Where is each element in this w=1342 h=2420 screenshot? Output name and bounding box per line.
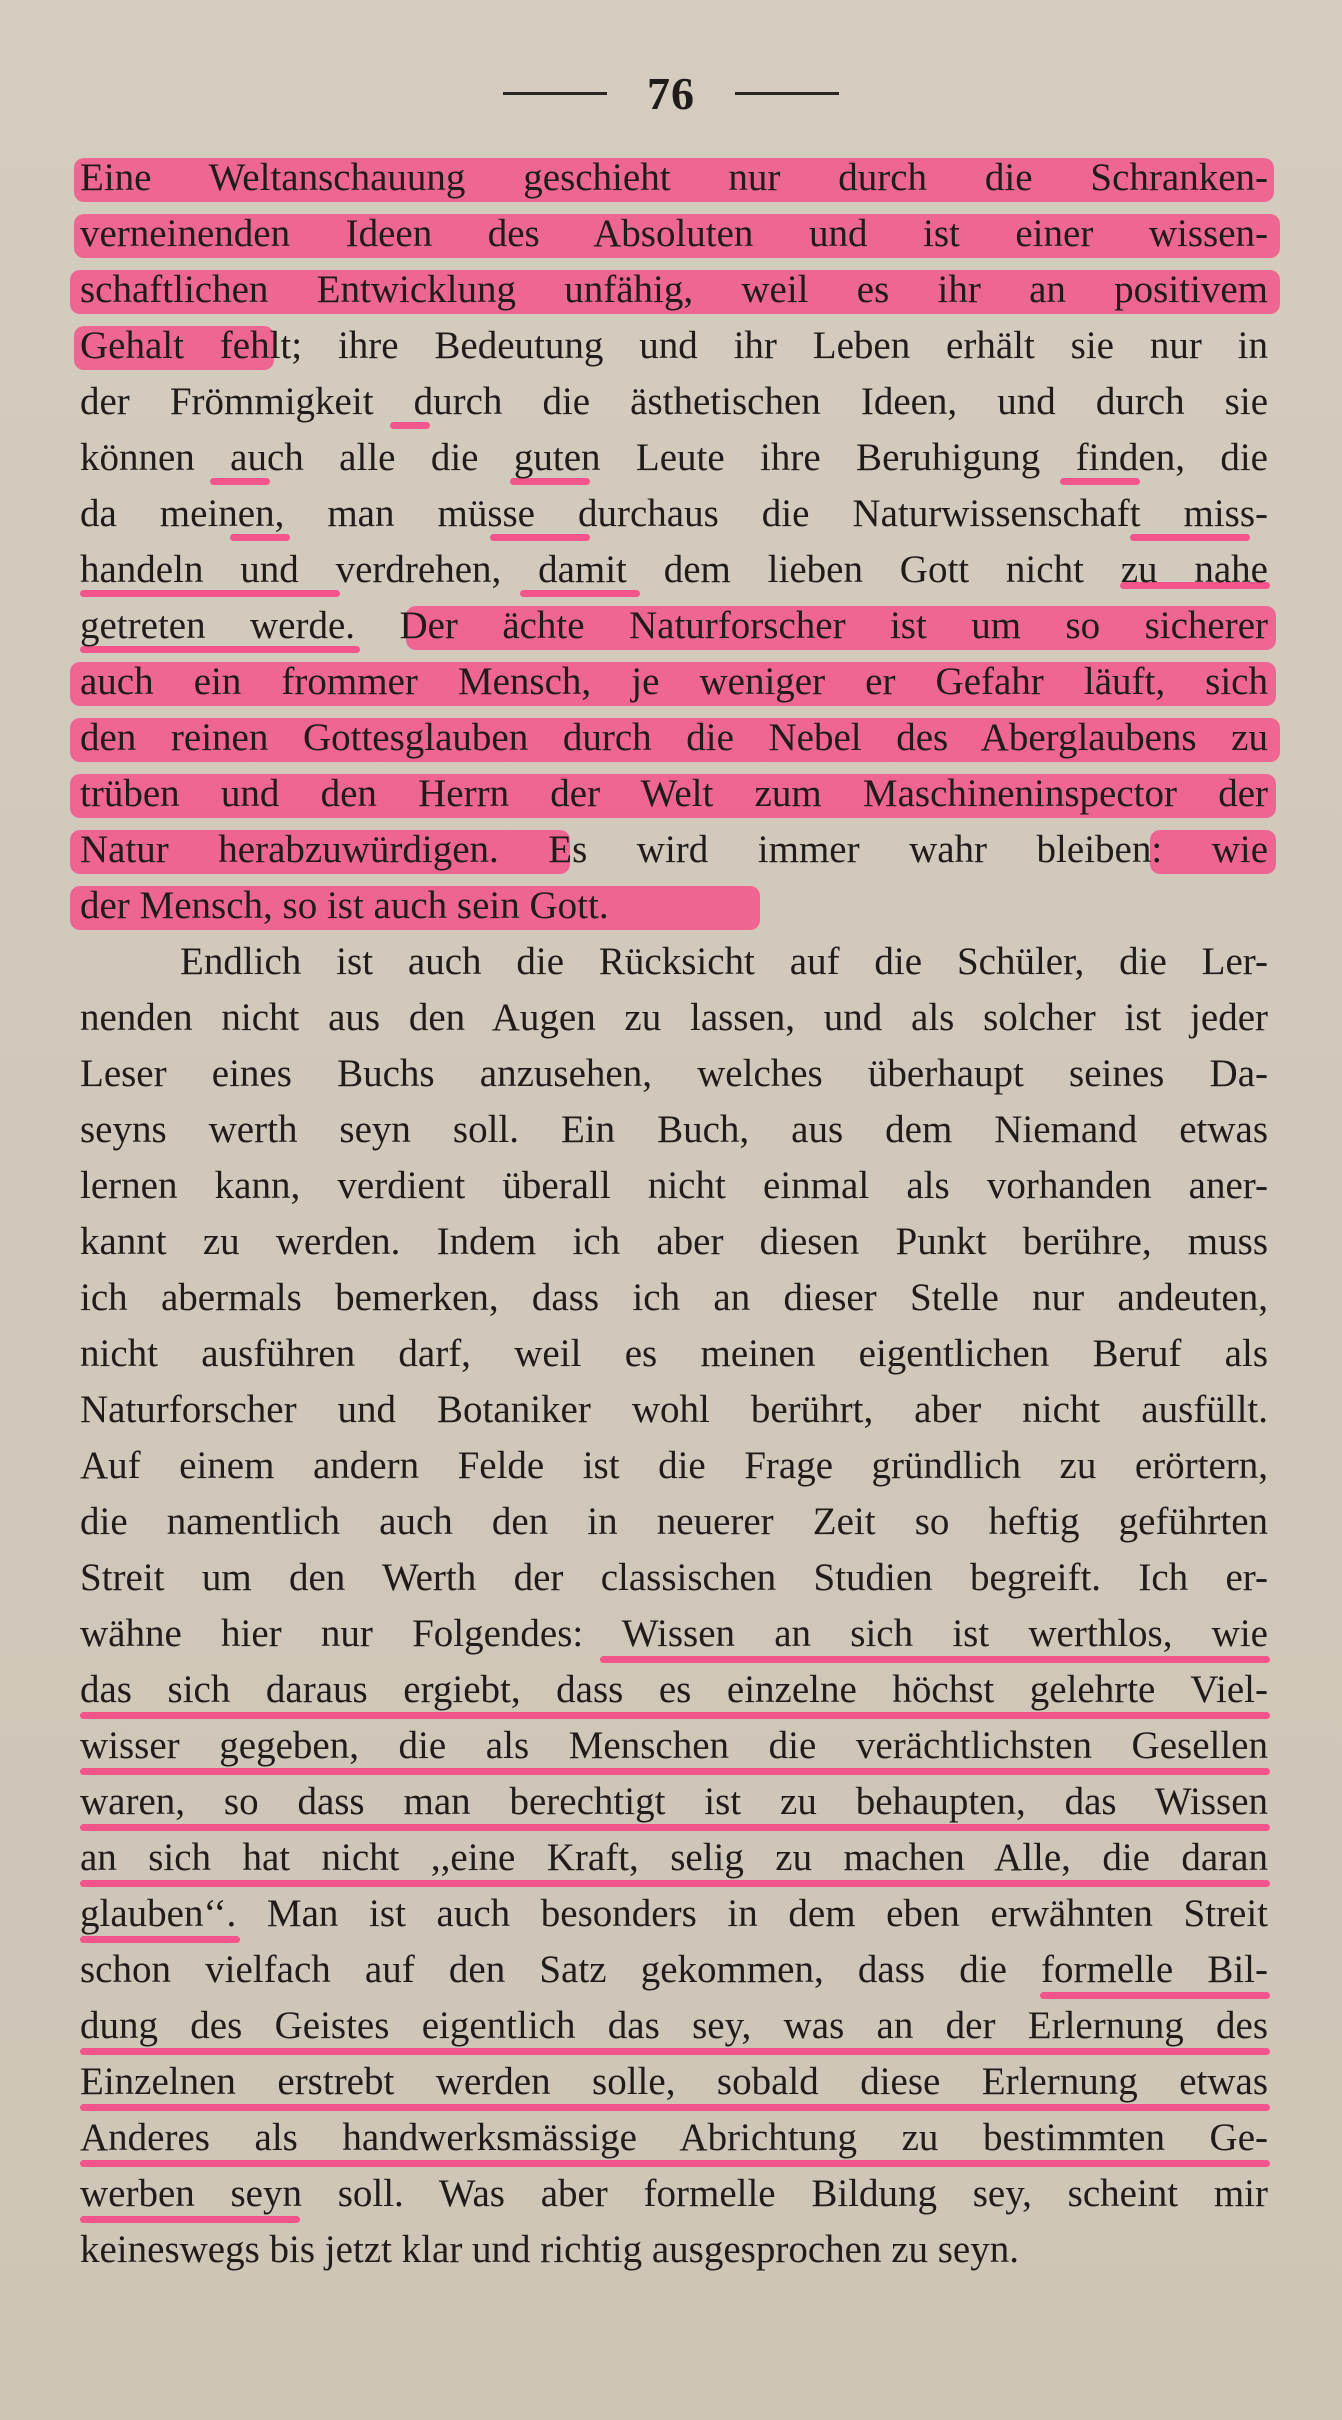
text-line: Einzelnen erstrebt werden solle, sobald diese Erlernung etwas (80, 2054, 1268, 2110)
text-line: schon vielfach auf den Satz gekommen, dass die formelle Bil- (80, 1942, 1268, 1998)
underline-mark (210, 478, 270, 485)
text-line: nicht ausführen darf, weil es meinen eigentlichen Beruf als (80, 1332, 1268, 1375)
underline-mark (80, 646, 360, 653)
text-line: Naturforscher und Botaniker wohl berührt, aber nicht ausfüllt. (80, 1388, 1268, 1431)
text-line: auch ein frommer Mensch, je weniger er Gefahr läuft, sich (80, 654, 1268, 710)
text-line: Eine Weltanschauung geschieht nur durch die Schranken- (80, 150, 1268, 206)
text-line: die namentlich auch den in neuerer Zeit so heftig geführten (80, 1500, 1268, 1543)
text-line: lernen kann, verdient überall nicht einmal als vorhanden aner- (80, 1164, 1268, 1207)
text-line: ich abermals bemerken, dass ich an dieser Stelle nur andeuten, (80, 1276, 1268, 1319)
underline-mark (490, 534, 590, 541)
page-header (0, 62, 1342, 120)
underline-mark (80, 1936, 240, 1943)
underline-mark (80, 1824, 1270, 1831)
underline-mark (80, 1712, 1270, 1719)
underline-mark (80, 2048, 1270, 2055)
text-line: schaftlichen Entwicklung unfähig, weil es ihr an positivem (80, 262, 1268, 318)
text-line: getreten werde. Der ächte Naturforscher ist um so sicherer (80, 598, 1268, 654)
text-line: Auf einem andern Felde ist die Frage gründlich zu erörtern, (80, 1444, 1268, 1487)
body-text (80, 150, 1268, 2278)
text-line: dung des Geistes eigentlich das sey, was an der Erlernung des (80, 1998, 1268, 2054)
text-line: verneinenden Ideen des Absoluten und ist einer wissen- (80, 206, 1268, 262)
underline-mark (1060, 478, 1140, 485)
text-line: handeln und verdrehen, damit dem lieben Gott nicht zu nahe (80, 542, 1268, 598)
header-rule-right (735, 92, 839, 95)
underline-mark (80, 2216, 300, 2223)
underline-mark (510, 478, 590, 485)
text-line: Gehalt fehlt; ihre Bedeutung und ihr Leben erhält sie nur in (80, 318, 1268, 374)
text-line: Natur herabzuwürdigen. Es wird immer wahr bleiben: wie (80, 822, 1268, 878)
text-line: das sich daraus ergiebt, dass es einzelne höchst gelehrte Viel- (80, 1662, 1268, 1718)
text-line: trüben und den Herrn der Welt zum Maschineninspector der (80, 766, 1268, 822)
underline-mark (390, 422, 430, 429)
text-line: an sich hat nicht ,,eine Kraft, selig zu machen Alle, die daran (80, 1830, 1268, 1886)
text-line: nenden nicht aus den Augen zu lassen, und als solcher ist jeder (80, 996, 1268, 1039)
underline-mark (80, 1880, 1270, 1887)
underline-mark (230, 534, 290, 541)
underline-mark (1040, 1992, 1270, 1999)
text-line: Endlich ist auch die Rücksicht auf die Schüler, die Ler- (180, 940, 1268, 983)
text-line: Leser eines Buchs anzusehen, welches überhaupt seines Da- (80, 1052, 1268, 1095)
text-line: glauben‘‘. Man ist auch besonders in dem eben erwähnten Streit (80, 1886, 1268, 1942)
text-line: da meinen, man müsse durchaus die Naturwissenschaft miss- (80, 486, 1268, 542)
text-line: Streit um den Werth der classischen Studien begreift. Ich er- (80, 1556, 1268, 1599)
text-line: können auch alle die guten Leute ihre Beruhigung finden, die (80, 430, 1268, 486)
page-number: 76 (647, 67, 695, 119)
text-line: seyns werth seyn soll. Ein Buch, aus dem Niemand etwas (80, 1108, 1268, 1151)
text-line: der Frömmigkeit durch die ästhetischen Ideen, und durch sie (80, 374, 1268, 430)
text-line: werben seyn soll. Was aber formelle Bildung sey, scheint mir (80, 2166, 1268, 2222)
underline-mark (80, 1768, 1270, 1775)
underline-mark (80, 2104, 1270, 2111)
text-line: waren, so dass man berechtigt ist zu behaupten, das Wissen (80, 1774, 1268, 1830)
underline-mark (1130, 534, 1250, 541)
text-line: wisser gegeben, die als Menschen die verächtlichsten Gesellen (80, 1718, 1268, 1774)
text-line: den reinen Gottesglauben durch die Nebel des Aberglaubens zu (80, 710, 1268, 766)
text-line: wähne hier nur Folgendes: Wissen an sich ist werthlos, wie (80, 1606, 1268, 1662)
text-line: keineswegs bis jetzt klar und richtig ausgesprochen zu seyn. (80, 2228, 1019, 2271)
underline-mark (520, 590, 640, 597)
text-line: Anderes als handwerksmässige Abrichtung zu bestimmten Ge- (80, 2110, 1268, 2166)
header-rule-left (503, 92, 607, 95)
text-line: kannt zu werden. Indem ich aber diesen Punkt berühre, muss (80, 1220, 1268, 1263)
underline-mark (80, 2160, 1270, 2167)
underline-mark (600, 1656, 1270, 1663)
text-line: der Mensch, so ist auch sein Gott. (80, 878, 1268, 934)
underline-mark (80, 590, 340, 597)
